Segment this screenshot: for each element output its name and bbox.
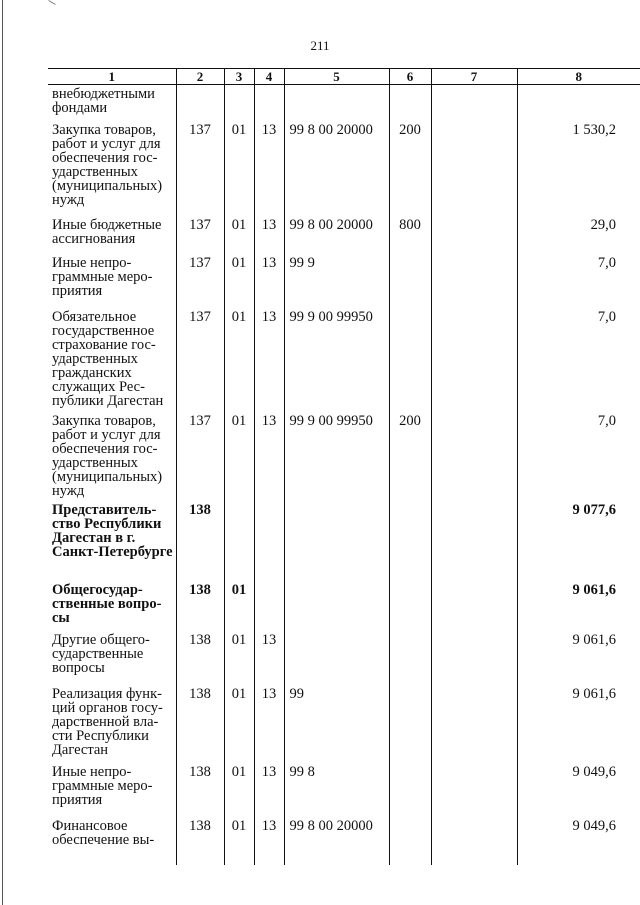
row-name: Финансовое обеспечение вы- [48,817,176,865]
cell-amount: 29,0 [517,216,640,254]
cell-section: 01 [224,631,254,685]
header-col-3: 3 [224,69,254,85]
cell-target-code: 99 8 00 20000 [284,817,389,865]
cell-target-code: 99 9 [284,254,389,308]
cell-expense-type [389,254,431,308]
cell-ministry [176,85,224,121]
cell-subsection: 13 [254,763,284,817]
cell-amount: 9 049,6 [517,763,640,817]
budget-table [48,68,640,865]
header-col-6: 6 [389,69,431,85]
cell-target-code: 99 8 00 20000 [284,216,389,254]
cell-ministry: 137 [176,412,224,501]
cell-col-7 [431,763,517,817]
cell-target-code: 99 9 00 99950 [284,308,389,412]
cell-subsection: 13 [254,685,284,763]
cell-target-code [284,501,389,581]
cell-subsection: 13 [254,308,284,412]
header-col-8: 8 [517,69,640,85]
table-row [48,581,640,631]
scan-edge-line [2,0,3,905]
header-col-4: 4 [254,69,284,85]
cell-col-7 [431,581,517,631]
header-col-7: 7 [431,69,517,85]
cell-subsection [254,581,284,631]
cell-ministry: 137 [176,121,224,216]
table-row [48,763,640,817]
table-row [48,412,640,501]
scan-mark [48,0,55,5]
cell-expense-type [389,581,431,631]
cell-ministry: 138 [176,631,224,685]
page-number: 211 [310,38,330,53]
cell-target-code [284,581,389,631]
cell-amount: 7,0 [517,308,640,412]
cell-col-7 [431,817,517,865]
table-row [48,254,640,308]
table-row [48,216,640,254]
row-name: внебюджетными фондами [48,85,176,121]
cell-col-7 [431,85,517,121]
cell-col-7 [431,216,517,254]
cell-col-7 [431,254,517,308]
cell-target-code: 99 [284,685,389,763]
cell-expense-type [389,817,431,865]
row-name: Общегосудар-ственные вопро-сы [48,581,176,631]
cell-section [224,85,254,121]
cell-col-7 [431,501,517,581]
cell-expense-type [389,685,431,763]
cell-expense-type: 800 [389,216,431,254]
cell-section: 01 [224,581,254,631]
cell-section: 01 [224,216,254,254]
cell-subsection: 13 [254,254,284,308]
cell-section: 01 [224,685,254,763]
cell-subsection: 13 [254,412,284,501]
row-name: Представитель-ство Республики Дагестан в г. Санкт-Петербурге [48,501,176,581]
row-name: Иные непро-граммные меро-приятия [48,763,176,817]
cell-ministry: 138 [176,685,224,763]
row-name: Реализация функ-ций органов госу-дарственной вла-сти Республики Дагестан [48,685,176,763]
header-row [48,69,640,85]
header-col-5: 5 [284,69,389,85]
cell-amount: 9 061,6 [517,685,640,763]
cell-target-code [284,85,389,121]
table-row [48,631,640,685]
header-col-2: 2 [176,69,224,85]
cell-expense-type [389,85,431,121]
cell-amount: 9 049,6 [517,817,640,865]
cell-amount: 1 530,2 [517,121,640,216]
cell-col-7 [431,412,517,501]
cell-amount [517,85,640,121]
cell-col-7 [431,631,517,685]
table-row [48,817,640,865]
cell-subsection: 13 [254,817,284,865]
cell-subsection: 13 [254,631,284,685]
cell-expense-type [389,501,431,581]
cell-ministry: 138 [176,581,224,631]
table-row [48,685,640,763]
cell-expense-type [389,308,431,412]
cell-section: 01 [224,763,254,817]
row-name: Обязательное государственное страхование гос-ударственных гражданских служащих Рес-публики Дагестан [48,308,176,412]
cell-target-code: 99 9 00 99950 [284,412,389,501]
cell-expense-type [389,631,431,685]
cell-amount: 7,0 [517,254,640,308]
row-name: Иные непро-граммные меро-приятия [48,254,176,308]
cell-section: 01 [224,254,254,308]
cell-ministry: 137 [176,254,224,308]
row-name: Закупка товаров, работ и услуг для обеспечения гос-ударственных (муниципальных) нужд [48,412,176,501]
cell-amount: 9 061,6 [517,581,640,631]
cell-col-7 [431,685,517,763]
cell-ministry: 138 [176,501,224,581]
row-name: Закупка товаров, работ и услуг для обеспечения гос-ударственных (муниципальных) нужд [48,121,176,216]
table-row [48,85,640,121]
cell-subsection: 13 [254,216,284,254]
cell-section: 01 [224,308,254,412]
cell-section [224,501,254,581]
cell-ministry: 138 [176,763,224,817]
cell-target-code: 99 8 [284,763,389,817]
cell-amount: 7,0 [517,412,640,501]
cell-subsection [254,501,284,581]
header-col-1: 1 [48,69,176,85]
cell-ministry: 138 [176,817,224,865]
cell-ministry: 137 [176,216,224,254]
cell-col-7 [431,121,517,216]
cell-amount: 9 077,6 [517,501,640,581]
cell-amount: 9 061,6 [517,631,640,685]
cell-col-7 [431,308,517,412]
cell-expense-type: 200 [389,412,431,501]
table-row [48,501,640,581]
cell-target-code [284,631,389,685]
row-name: Другие общего-сударственные вопросы [48,631,176,685]
cell-expense-type: 200 [389,121,431,216]
cell-section: 01 [224,817,254,865]
cell-ministry: 137 [176,308,224,412]
cell-section: 01 [224,412,254,501]
cell-subsection [254,85,284,121]
cell-section: 01 [224,121,254,216]
table-row [48,121,640,216]
cell-expense-type [389,763,431,817]
cell-target-code: 99 8 00 20000 [284,121,389,216]
table-row [48,308,640,412]
row-name: Иные бюджетные ассигнования [48,216,176,254]
cell-subsection: 13 [254,121,284,216]
